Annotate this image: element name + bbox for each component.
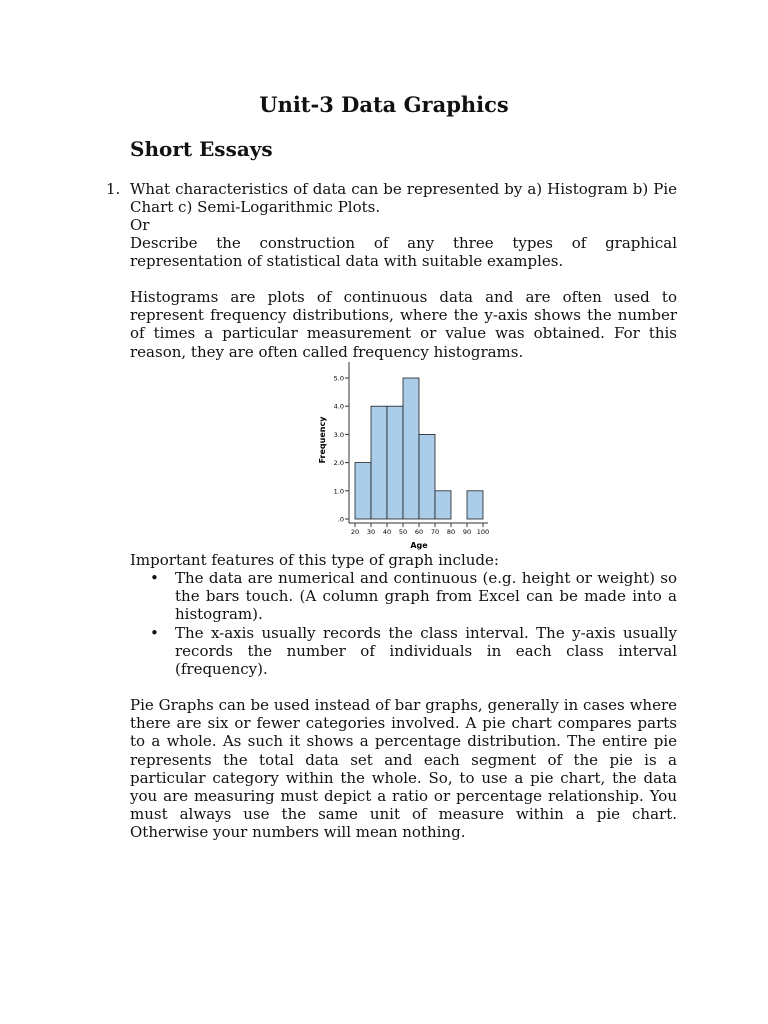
y-tick-label: 1.0 [333,487,344,496]
y-axis-label: Frequency [318,416,327,464]
list-item [130,569,677,624]
histogram-bar [371,406,387,519]
y-tick-label: 4.0 [333,402,344,411]
histogram-bar [419,434,435,519]
question-2-text: Describe the construction of any three types of graphical representation of statistical data with suitable examples. [130,234,677,271]
bullet-text: The x-axis usually records the class interval. The y-axis usually records the number of individuals in each class interval (frequency). [175,623,677,679]
histogram-bar [467,491,483,519]
bullet-icon: • [150,623,159,642]
x-ticks [351,523,489,536]
features-list [130,569,677,678]
x-tick-label: 100 [476,528,490,536]
histogram-chart [312,362,502,552]
x-tick-label: 50 [398,528,408,536]
x-tick-label: 80 [446,528,456,536]
x-tick-label: 40 [382,528,392,536]
y-ticks [334,375,349,524]
bars [355,378,483,519]
x-tick-label: 60 [414,528,424,536]
bullet-text: The data are numerical and continuous (e.g. height or weight) so the bars touch. (A column graph from Excel can be made into a histogram). [175,569,677,624]
x-tick-label: 20 [350,528,360,536]
x-axis-label: Age [410,541,428,550]
section-heading: Short Essays [130,137,273,161]
question-number: 1. [106,180,121,198]
question-1-text: What characteristics of data can be represented by a) Histogram b) Pie Chart c) Semi-Logarithmic Plots. [130,180,677,217]
histogram-bar [387,406,403,519]
list-item [130,624,677,679]
y-tick-label: 5.0 [333,374,344,383]
x-tick-label: 70 [430,528,440,536]
histogram-bar [355,463,371,519]
y-tick-label: 2.0 [333,459,344,468]
y-tick-label: .0 [337,515,344,524]
bullet-icon: • [150,569,159,587]
x-tick-label: 30 [366,528,376,536]
histogram-paragraph: Histograms are plots of continuous data and are often used to represent frequency distributions, where the y-axis shows the number of times a particular measurement or value was obtained. For this reason, they are often called frequency histograms. [130,288,677,361]
histogram-bar [403,378,419,519]
histogram-bar [435,491,451,519]
pie-chart-paragraph: Pie Graphs can be used instead of bar graphs, generally in cases where there are six or fewer categories involved. A pie chart compares parts to a whole. As such it shows a percentage distribution. The entire pie represents the total data set and each segment of the pie is a particular category within the whole. So, to use a pie chart, the data you are measuring must depict a ratio or percentage relationship. You must always use the same unit of measure within a pie chart. Otherwise your numbers will mean nothing. [130,696,677,842]
document-title: Unit-3 Data Graphics [259,92,509,117]
or-text: Or [130,216,150,234]
x-tick-label: 90 [462,528,472,536]
y-tick-label: 3.0 [333,430,344,439]
features-intro: Important features of this type of graph include: [130,551,499,569]
